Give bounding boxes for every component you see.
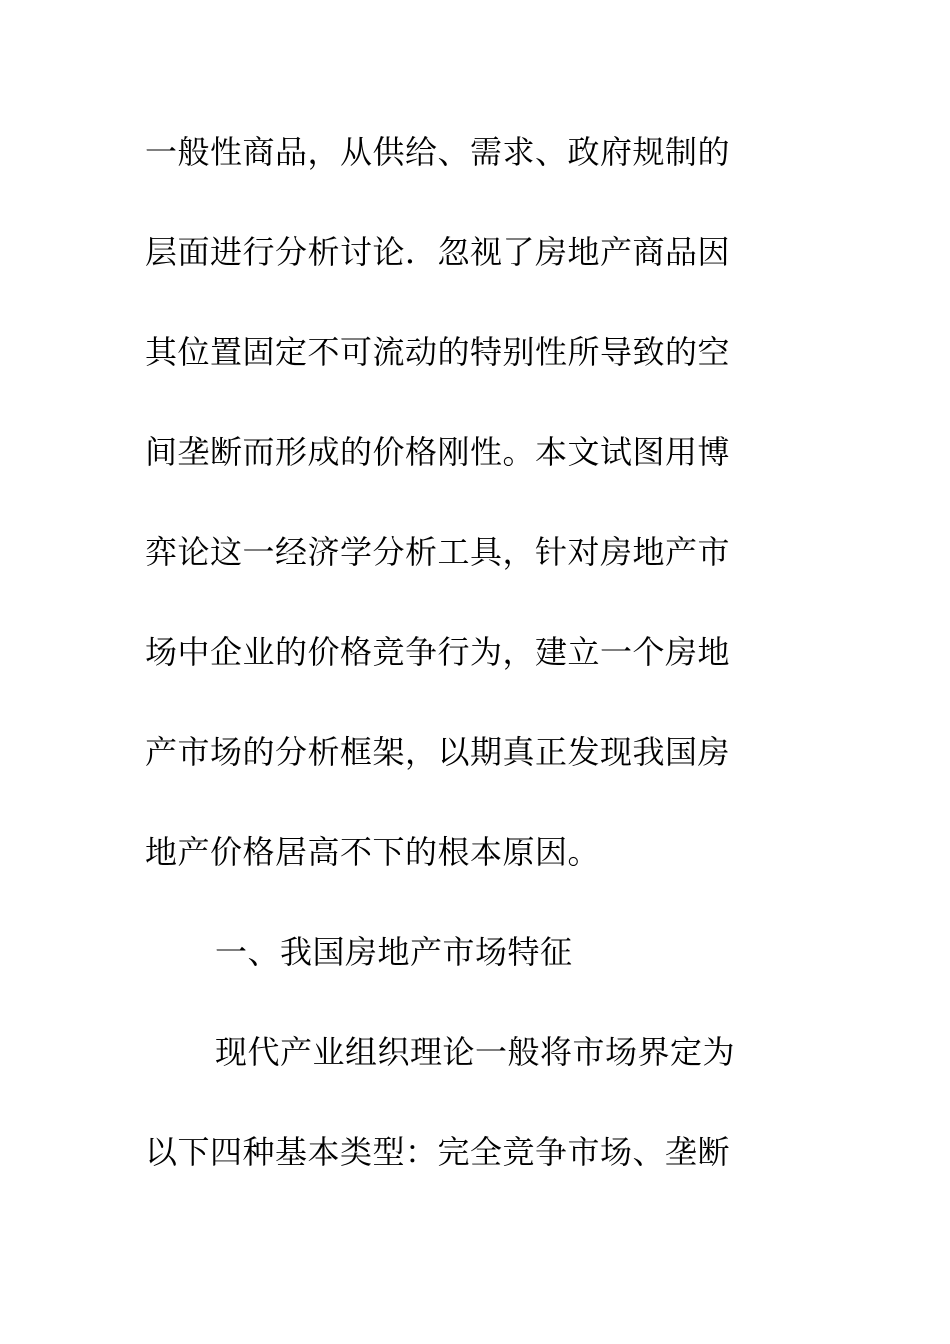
paragraph-line: 场中企业的价格竞争行为，建立一个房地 (145, 633, 731, 671)
paragraph-line: 弈论这一经济学分析工具，针对房地产市 (145, 533, 731, 571)
paragraph-line: 产市场的分析框架，以期真正发现我国房 (145, 733, 731, 771)
paragraph-line: 现代产业组织理论一般将市场界定为 (215, 1033, 736, 1071)
section-heading: 一、我国房地产市场特征 (215, 933, 573, 971)
paragraph-line: 一般性商品，从供给、需求、政府规制的 (145, 133, 731, 171)
paragraph-line: 间垄断而形成的价格刚性。本文试图用博 (145, 433, 731, 471)
document-body (145, 122, 785, 1222)
paragraph-line: 以下四种基本类型：完全竞争市场、垄断 (145, 1133, 731, 1171)
paragraph-line: 层面进行分析讨论．忽视了房地产商品因 (145, 233, 731, 271)
paragraph-line: 地产价格居高不下的根本原因。 (145, 833, 601, 871)
paragraph-line: 其位置固定不可流动的特别性所导致的空 (145, 333, 731, 371)
